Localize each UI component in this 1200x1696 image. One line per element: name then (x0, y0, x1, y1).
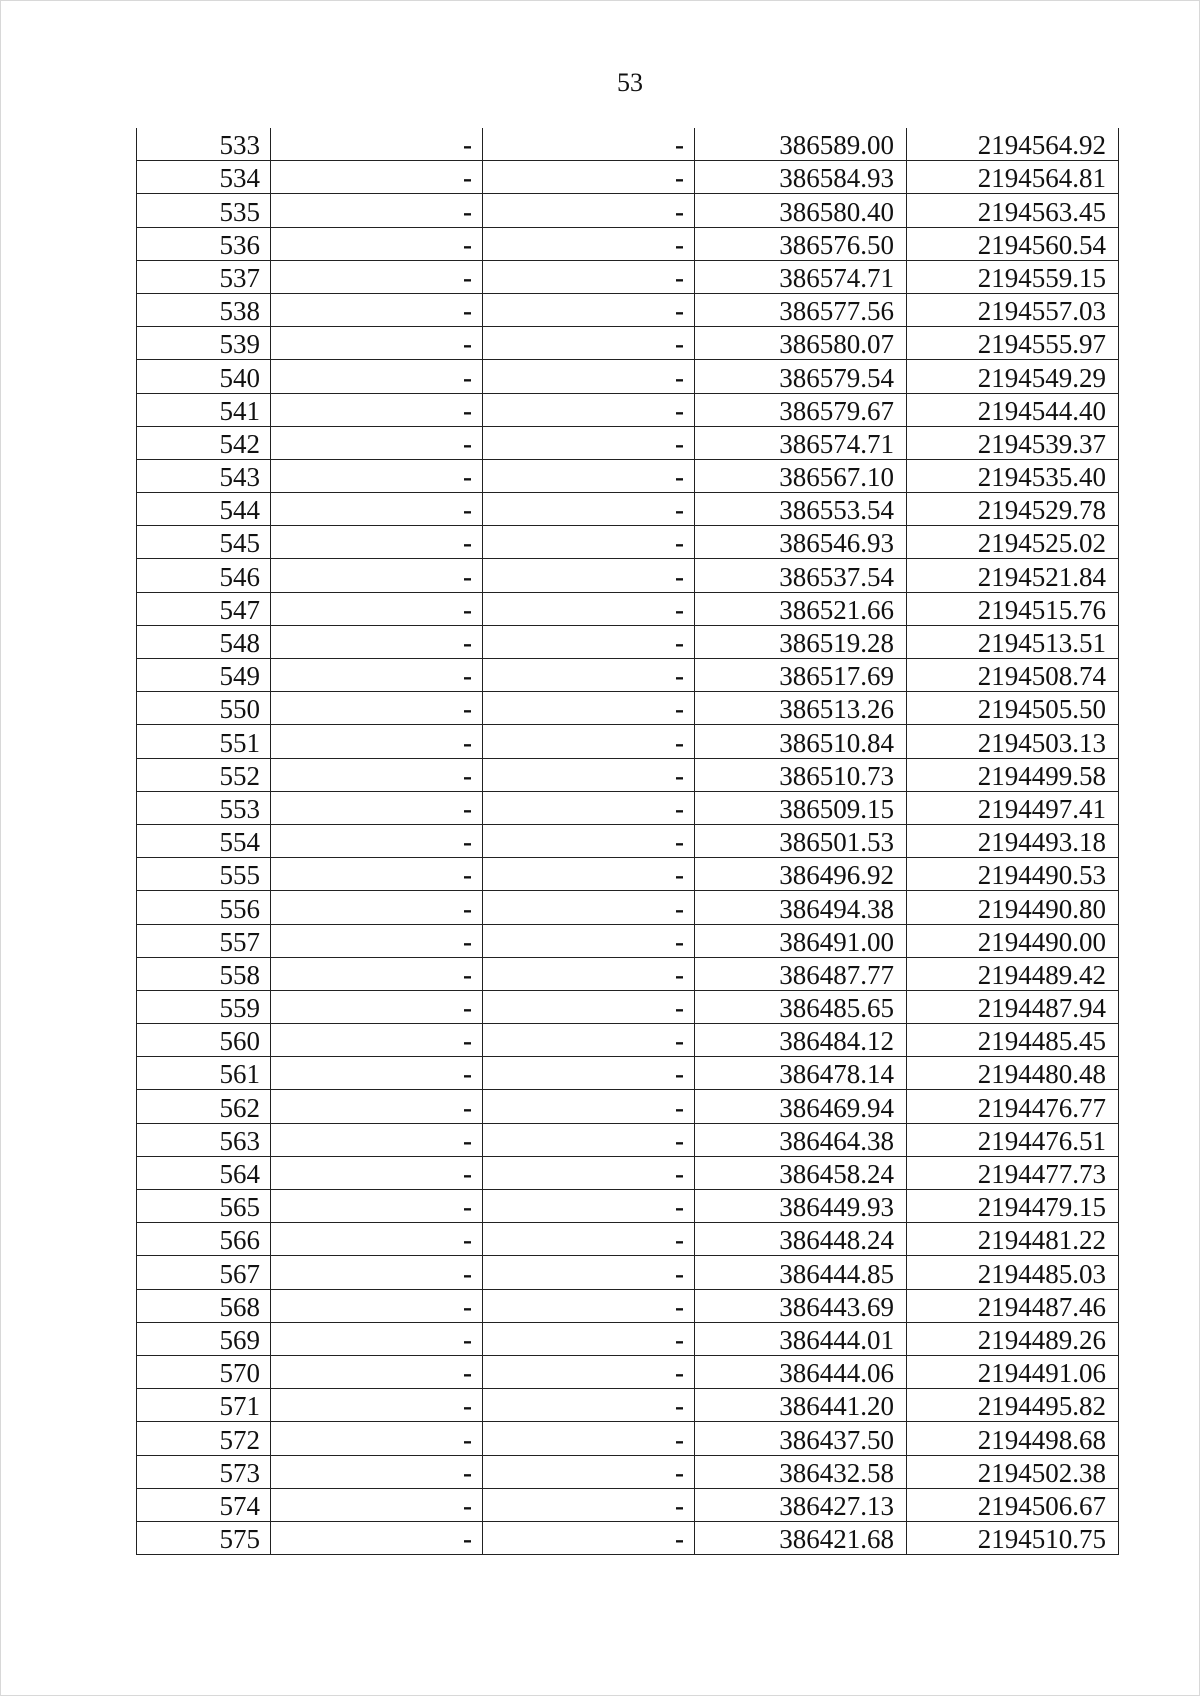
dash-cell-a: - (271, 625, 483, 658)
x-coordinate-cell: 386574.71 (695, 260, 907, 293)
dash-cell-a: - (271, 426, 483, 459)
dash-cell-b: - (483, 1057, 695, 1090)
dash-cell-a: - (271, 1455, 483, 1488)
dash-cell-a: - (271, 327, 483, 360)
dash-cell-a: - (271, 161, 483, 194)
y-coordinate-cell: 2194508.74 (907, 659, 1119, 692)
x-coordinate-cell: 386553.54 (695, 493, 907, 526)
dash-cell-b: - (483, 1521, 695, 1554)
dash-cell-b: - (483, 1488, 695, 1521)
dash-cell-a: - (271, 1422, 483, 1455)
dash-cell-a: - (271, 1090, 483, 1123)
y-coordinate-cell: 2194529.78 (907, 493, 1119, 526)
point-number-cell: 536 (137, 227, 271, 260)
dash-cell-a: - (271, 791, 483, 824)
dash-cell-a: - (271, 725, 483, 758)
table-row (137, 625, 1119, 658)
coordinates-table (136, 128, 1119, 1555)
x-coordinate-cell: 386567.10 (695, 459, 907, 492)
dash-cell-b: - (483, 426, 695, 459)
dash-cell-a: - (271, 1322, 483, 1355)
point-number-cell: 538 (137, 293, 271, 326)
y-coordinate-cell: 2194521.84 (907, 559, 1119, 592)
y-coordinate-cell: 2194489.26 (907, 1322, 1119, 1355)
dash-cell-a: - (271, 1355, 483, 1388)
dash-cell-b: - (483, 1123, 695, 1156)
point-number-cell: 537 (137, 260, 271, 293)
dash-cell-b: - (483, 260, 695, 293)
dash-cell-a: - (271, 891, 483, 924)
dash-cell-b: - (483, 1090, 695, 1123)
point-number-cell: 559 (137, 990, 271, 1023)
dash-cell-b: - (483, 327, 695, 360)
point-number-cell: 566 (137, 1223, 271, 1256)
point-number-cell: 569 (137, 1322, 271, 1355)
point-number-cell: 550 (137, 692, 271, 725)
table-row (137, 592, 1119, 625)
dash-cell-a: - (271, 260, 483, 293)
table-row (137, 161, 1119, 194)
table-row (137, 725, 1119, 758)
y-coordinate-cell: 2194535.40 (907, 459, 1119, 492)
point-number-cell: 562 (137, 1090, 271, 1123)
y-coordinate-cell: 2194557.03 (907, 293, 1119, 326)
y-coordinate-cell: 2194497.41 (907, 791, 1119, 824)
dash-cell-b: - (483, 1024, 695, 1057)
x-coordinate-cell: 386484.12 (695, 1024, 907, 1057)
table-row (137, 260, 1119, 293)
table-row (137, 1223, 1119, 1256)
dash-cell-b: - (483, 559, 695, 592)
dash-cell-a: - (271, 824, 483, 857)
y-coordinate-cell: 2194503.13 (907, 725, 1119, 758)
dash-cell-a: - (271, 1488, 483, 1521)
table-row (137, 924, 1119, 957)
table-row (137, 128, 1119, 161)
point-number-cell: 533 (137, 128, 271, 161)
point-number-cell: 535 (137, 194, 271, 227)
table-row (137, 1521, 1119, 1554)
point-number-cell: 565 (137, 1190, 271, 1223)
table-row (137, 858, 1119, 891)
y-coordinate-cell: 2194502.38 (907, 1455, 1119, 1488)
y-coordinate-cell: 2194525.02 (907, 526, 1119, 559)
table-row (137, 758, 1119, 791)
dash-cell-a: - (271, 957, 483, 990)
y-coordinate-cell: 2194487.46 (907, 1289, 1119, 1322)
dash-cell-a: - (271, 692, 483, 725)
x-coordinate-cell: 386521.66 (695, 592, 907, 625)
dash-cell-b: - (483, 1156, 695, 1189)
point-number-cell: 553 (137, 791, 271, 824)
table-row (137, 227, 1119, 260)
point-number-cell: 552 (137, 758, 271, 791)
table-row (137, 526, 1119, 559)
dash-cell-b: - (483, 1322, 695, 1355)
y-coordinate-cell: 2194563.45 (907, 194, 1119, 227)
table-row (137, 393, 1119, 426)
x-coordinate-cell: 386519.28 (695, 625, 907, 658)
dash-cell-b: - (483, 725, 695, 758)
table-row (137, 990, 1119, 1023)
x-coordinate-cell: 386546.93 (695, 526, 907, 559)
table-row (137, 1156, 1119, 1189)
point-number-cell: 558 (137, 957, 271, 990)
x-coordinate-cell: 386580.07 (695, 327, 907, 360)
table-row (137, 957, 1119, 990)
x-coordinate-cell: 386464.38 (695, 1123, 907, 1156)
x-coordinate-cell: 386487.77 (695, 957, 907, 990)
point-number-cell: 573 (137, 1455, 271, 1488)
table-row (137, 459, 1119, 492)
y-coordinate-cell: 2194515.76 (907, 592, 1119, 625)
dash-cell-a: - (271, 592, 483, 625)
point-number-cell: 549 (137, 659, 271, 692)
dash-cell-b: - (483, 128, 695, 161)
x-coordinate-cell: 386491.00 (695, 924, 907, 957)
x-coordinate-cell: 386589.00 (695, 128, 907, 161)
table-row (137, 293, 1119, 326)
dash-cell-b: - (483, 360, 695, 393)
dash-cell-a: - (271, 1256, 483, 1289)
x-coordinate-cell: 386478.14 (695, 1057, 907, 1090)
point-number-cell: 568 (137, 1289, 271, 1322)
dash-cell-a: - (271, 1521, 483, 1554)
dash-cell-a: - (271, 1123, 483, 1156)
dash-cell-a: - (271, 459, 483, 492)
point-number-cell: 554 (137, 824, 271, 857)
point-number-cell: 545 (137, 526, 271, 559)
y-coordinate-cell: 2194549.29 (907, 360, 1119, 393)
x-coordinate-cell: 386437.50 (695, 1422, 907, 1455)
dash-cell-b: - (483, 161, 695, 194)
table-row (137, 692, 1119, 725)
dash-cell-b: - (483, 526, 695, 559)
dash-cell-b: - (483, 1223, 695, 1256)
x-coordinate-cell: 386584.93 (695, 161, 907, 194)
dash-cell-a: - (271, 1289, 483, 1322)
y-coordinate-cell: 2194559.15 (907, 260, 1119, 293)
table-row (137, 493, 1119, 526)
dash-cell-b: - (483, 990, 695, 1023)
dash-cell-a: - (271, 758, 483, 791)
dash-cell-a: - (271, 1389, 483, 1422)
x-coordinate-cell: 386513.26 (695, 692, 907, 725)
dash-cell-a: - (271, 360, 483, 393)
y-coordinate-cell: 2194510.75 (907, 1521, 1119, 1554)
y-coordinate-cell: 2194490.80 (907, 891, 1119, 924)
y-coordinate-cell: 2194498.68 (907, 1422, 1119, 1455)
x-coordinate-cell: 386427.13 (695, 1488, 907, 1521)
page-number: 53 (617, 68, 643, 97)
y-coordinate-cell: 2194499.58 (907, 758, 1119, 791)
y-coordinate-cell: 2194489.42 (907, 957, 1119, 990)
dash-cell-b: - (483, 659, 695, 692)
table-row (137, 360, 1119, 393)
x-coordinate-cell: 386517.69 (695, 659, 907, 692)
table-row (137, 1256, 1119, 1289)
point-number-cell: 560 (137, 1024, 271, 1057)
table-row (137, 194, 1119, 227)
dash-cell-a: - (271, 659, 483, 692)
point-number-cell: 540 (137, 360, 271, 393)
x-coordinate-cell: 386537.54 (695, 559, 907, 592)
dash-cell-b: - (483, 592, 695, 625)
point-number-cell: 567 (137, 1256, 271, 1289)
dash-cell-a: - (271, 924, 483, 957)
table-row (137, 559, 1119, 592)
x-coordinate-cell: 386579.54 (695, 360, 907, 393)
point-number-cell: 575 (137, 1521, 271, 1554)
y-coordinate-cell: 2194555.97 (907, 327, 1119, 360)
dash-cell-b: - (483, 891, 695, 924)
y-coordinate-cell: 2194476.51 (907, 1123, 1119, 1156)
x-coordinate-cell: 386421.68 (695, 1521, 907, 1554)
point-number-cell: 534 (137, 161, 271, 194)
point-number-cell: 551 (137, 725, 271, 758)
y-coordinate-cell: 2194491.06 (907, 1355, 1119, 1388)
point-number-cell: 570 (137, 1355, 271, 1388)
point-number-cell: 557 (137, 924, 271, 957)
dash-cell-a: - (271, 493, 483, 526)
x-coordinate-cell: 386510.84 (695, 725, 907, 758)
dash-cell-b: - (483, 1289, 695, 1322)
dash-cell-a: - (271, 293, 483, 326)
dash-cell-a: - (271, 393, 483, 426)
point-number-cell: 556 (137, 891, 271, 924)
y-coordinate-cell: 2194493.18 (907, 824, 1119, 857)
point-number-cell: 547 (137, 592, 271, 625)
table-row (137, 1057, 1119, 1090)
dash-cell-b: - (483, 194, 695, 227)
y-coordinate-cell: 2194490.00 (907, 924, 1119, 957)
y-coordinate-cell: 2194495.82 (907, 1389, 1119, 1422)
x-coordinate-cell: 386496.92 (695, 858, 907, 891)
y-coordinate-cell: 2194490.53 (907, 858, 1119, 891)
x-coordinate-cell: 386576.50 (695, 227, 907, 260)
x-coordinate-cell: 386494.38 (695, 891, 907, 924)
dash-cell-a: - (271, 1156, 483, 1189)
dash-cell-b: - (483, 692, 695, 725)
x-coordinate-cell: 386441.20 (695, 1389, 907, 1422)
y-coordinate-cell: 2194476.77 (907, 1090, 1119, 1123)
point-number-cell: 555 (137, 858, 271, 891)
dash-cell-b: - (483, 393, 695, 426)
point-number-cell: 574 (137, 1488, 271, 1521)
x-coordinate-cell: 386577.56 (695, 293, 907, 326)
point-number-cell: 544 (137, 493, 271, 526)
dash-cell-a: - (271, 227, 483, 260)
y-coordinate-cell: 2194560.54 (907, 227, 1119, 260)
dash-cell-b: - (483, 1389, 695, 1422)
dash-cell-b: - (483, 824, 695, 857)
dash-cell-a: - (271, 1024, 483, 1057)
x-coordinate-cell: 386580.40 (695, 194, 907, 227)
table-row (137, 824, 1119, 857)
dash-cell-b: - (483, 1455, 695, 1488)
table-row (137, 659, 1119, 692)
dash-cell-b: - (483, 957, 695, 990)
dash-cell-b: - (483, 459, 695, 492)
x-coordinate-cell: 386444.01 (695, 1322, 907, 1355)
x-coordinate-cell: 386501.53 (695, 824, 907, 857)
y-coordinate-cell: 2194505.50 (907, 692, 1119, 725)
table-row (137, 1190, 1119, 1223)
point-number-cell: 539 (137, 327, 271, 360)
y-coordinate-cell: 2194487.94 (907, 990, 1119, 1023)
dash-cell-a: - (271, 1190, 483, 1223)
dash-cell-b: - (483, 791, 695, 824)
table-row (137, 1322, 1119, 1355)
dash-cell-a: - (271, 858, 483, 891)
x-coordinate-cell: 386443.69 (695, 1289, 907, 1322)
table-row (137, 1024, 1119, 1057)
point-number-cell: 546 (137, 559, 271, 592)
table-row (137, 426, 1119, 459)
table-row (137, 1389, 1119, 1422)
dash-cell-b: - (483, 758, 695, 791)
dash-cell-a: - (271, 1057, 483, 1090)
dash-cell-a: - (271, 990, 483, 1023)
dash-cell-a: - (271, 559, 483, 592)
x-coordinate-cell: 386579.67 (695, 393, 907, 426)
point-number-cell: 542 (137, 426, 271, 459)
dash-cell-b: - (483, 924, 695, 957)
coordinates-table-body (137, 128, 1119, 1555)
point-number-cell: 563 (137, 1123, 271, 1156)
x-coordinate-cell: 386485.65 (695, 990, 907, 1023)
table-row (137, 1355, 1119, 1388)
dash-cell-b: - (483, 1190, 695, 1223)
dash-cell-b: - (483, 227, 695, 260)
x-coordinate-cell: 386510.73 (695, 758, 907, 791)
dash-cell-a: - (271, 1223, 483, 1256)
dash-cell-b: - (483, 1422, 695, 1455)
x-coordinate-cell: 386432.58 (695, 1455, 907, 1488)
x-coordinate-cell: 386574.71 (695, 426, 907, 459)
x-coordinate-cell: 386449.93 (695, 1190, 907, 1223)
dash-cell-b: - (483, 293, 695, 326)
dash-cell-b: - (483, 1355, 695, 1388)
y-coordinate-cell: 2194539.37 (907, 426, 1119, 459)
y-coordinate-cell: 2194477.73 (907, 1156, 1119, 1189)
y-coordinate-cell: 2194564.92 (907, 128, 1119, 161)
y-coordinate-cell: 2194480.48 (907, 1057, 1119, 1090)
table-row (137, 1123, 1119, 1156)
table-row (137, 891, 1119, 924)
y-coordinate-cell: 2194564.81 (907, 161, 1119, 194)
dash-cell-a: - (271, 194, 483, 227)
point-number-cell: 543 (137, 459, 271, 492)
dash-cell-b: - (483, 625, 695, 658)
y-coordinate-cell: 2194485.45 (907, 1024, 1119, 1057)
point-number-cell: 548 (137, 625, 271, 658)
x-coordinate-cell: 386458.24 (695, 1156, 907, 1189)
y-coordinate-cell: 2194485.03 (907, 1256, 1119, 1289)
dash-cell-a: - (271, 128, 483, 161)
table-row (137, 1455, 1119, 1488)
point-number-cell: 564 (137, 1156, 271, 1189)
x-coordinate-cell: 386444.85 (695, 1256, 907, 1289)
dash-cell-b: - (483, 1256, 695, 1289)
dash-cell-b: - (483, 493, 695, 526)
point-number-cell: 572 (137, 1422, 271, 1455)
point-number-cell: 561 (137, 1057, 271, 1090)
table-row (137, 1289, 1119, 1322)
y-coordinate-cell: 2194513.51 (907, 625, 1119, 658)
x-coordinate-cell: 386509.15 (695, 791, 907, 824)
table-row (137, 1090, 1119, 1123)
dash-cell-a: - (271, 526, 483, 559)
x-coordinate-cell: 386444.06 (695, 1355, 907, 1388)
y-coordinate-cell: 2194481.22 (907, 1223, 1119, 1256)
x-coordinate-cell: 386448.24 (695, 1223, 907, 1256)
point-number-cell: 541 (137, 393, 271, 426)
table-row (137, 1488, 1119, 1521)
x-coordinate-cell: 386469.94 (695, 1090, 907, 1123)
table-row (137, 327, 1119, 360)
dash-cell-b: - (483, 858, 695, 891)
table-row (137, 1422, 1119, 1455)
y-coordinate-cell: 2194544.40 (907, 393, 1119, 426)
point-number-cell: 571 (137, 1389, 271, 1422)
y-coordinate-cell: 2194479.15 (907, 1190, 1119, 1223)
table-row (137, 791, 1119, 824)
y-coordinate-cell: 2194506.67 (907, 1488, 1119, 1521)
